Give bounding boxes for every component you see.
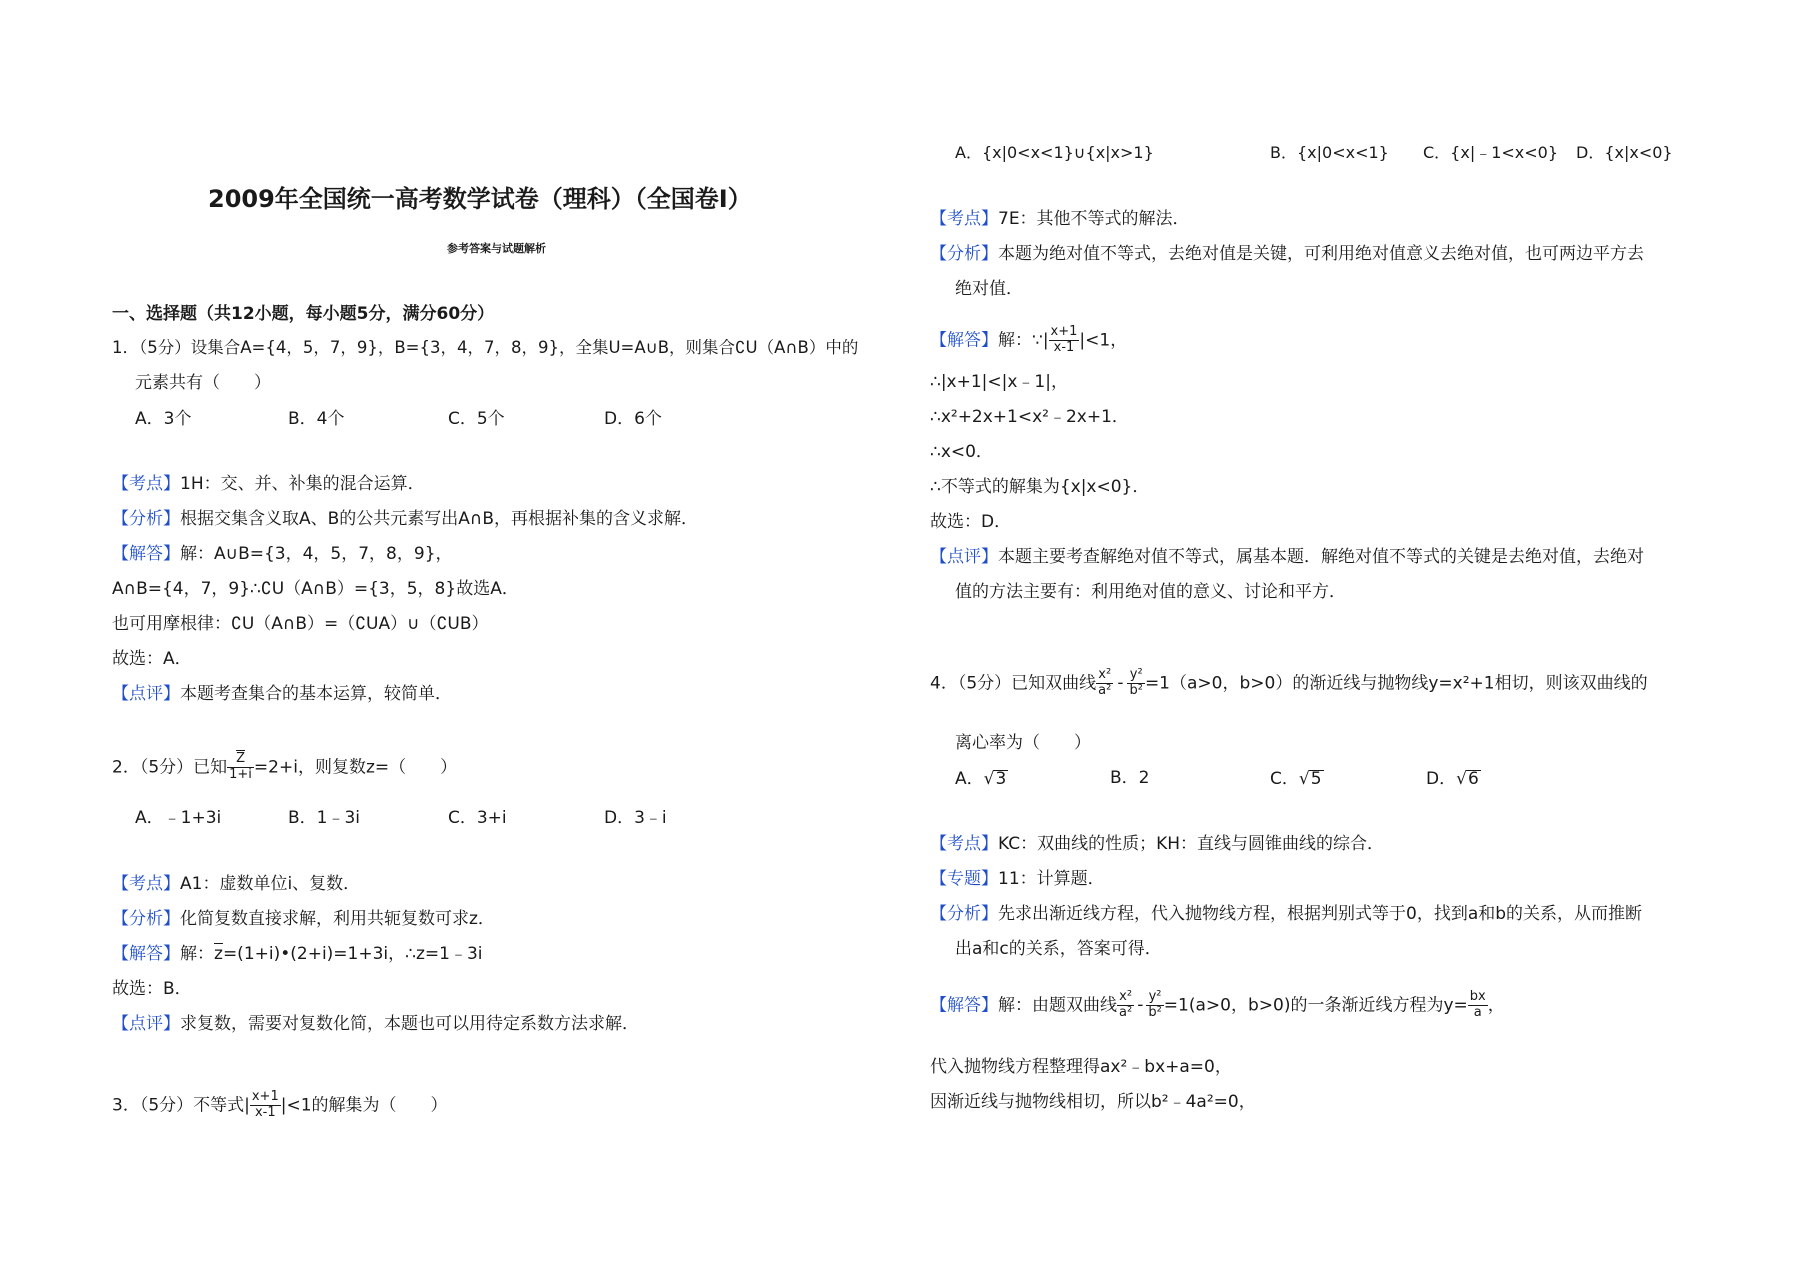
q3-jieda-tail: |<1， <box>1079 330 1128 351</box>
q4-line-a: 代入抛物线方程整理得ax²﹣bx+a=0， <box>930 1057 1232 1077</box>
q2-jieda <box>112 946 483 963</box>
q1-jieda-line3: 也可用摩根律：∁U（A∩B）=（∁UA）∪（∁UB） <box>112 614 489 634</box>
jieda-tag: 【解答】 <box>112 944 180 964</box>
q3-step1: ∴|x+1|<|x﹣1|， <box>930 372 1068 392</box>
q3-stem <box>112 1090 448 1121</box>
q4-frac-x-num: x² <box>1096 668 1113 684</box>
q4-fenxi-text1: 先求出渐近线方程，代入抛物线方程，根据判别式等于0，找到a和b的关系，从而推断 <box>998 904 1643 924</box>
q3-jieda-frac-den: x-1 <box>1053 339 1075 355</box>
q1-kaodian-text: 1H：交、并、补集的混合运算． <box>180 474 425 494</box>
fenxi-tag: 【分析】 <box>112 509 180 529</box>
q4-option-d-label: D． <box>1426 769 1457 789</box>
q2-option-b: B．1﹣3i <box>288 808 361 828</box>
q4-stem-lead: 4．（5分）已知双曲线 <box>930 673 1097 694</box>
q1-jieda <box>112 546 453 563</box>
q4-jieda-frac-y-den: b² <box>1148 1004 1162 1020</box>
q4-fraction-x <box>1096 668 1113 699</box>
q1-jieda-text: 解：A∪B={3，4，5，7，8，9}， <box>180 544 453 564</box>
q2-stem-tail: =2+i，则复数z=（ ） <box>253 757 458 778</box>
q2-stem-lead: 2．（5分）已知 <box>112 757 228 778</box>
q4-jieda-frac-y-num: y² <box>1146 990 1163 1006</box>
q3-kaodian-text: 7E：其他不等式的解法． <box>998 209 1190 229</box>
zhuanti-tag: 【专题】 <box>930 869 998 889</box>
q4-fenxi-line2: 出a和c的关系，答案可得． <box>955 939 1162 959</box>
q4-jieda-frac-x-num: x² <box>1117 990 1134 1006</box>
q1-stem-line2: 元素共有（ ） <box>135 373 271 393</box>
q4-line-b: 因渐近线与抛物线相切，所以b²﹣4a²=0， <box>930 1092 1256 1112</box>
q4-zhuanti <box>930 871 1105 888</box>
q2-dianping-text: 求复数，需要对复数化简，本题也可以用待定系数方法求解． <box>180 1014 639 1034</box>
jieda-tag: 【解答】 <box>930 330 998 351</box>
q1-option-c: C．5个 <box>448 409 505 429</box>
q1-kaodian <box>112 476 425 493</box>
q4-jieda-end: ， <box>1487 995 1505 1016</box>
q1-option-b: B．4个 <box>288 409 345 429</box>
q3-step2: ∴x²+2x+1<x²﹣2x+1． <box>930 407 1129 427</box>
q4-stem-line2: 离心率为（ ） <box>955 733 1091 753</box>
q2-dianping <box>112 1016 639 1033</box>
sqrt-icon: √ <box>1456 769 1467 789</box>
q4-jieda-mid: =1(a>0，b>0)的一条渐近线方程为y= <box>1163 995 1468 1016</box>
q4-kaodian <box>930 836 1384 853</box>
q3-stem-tail: |<1的解集为（ ） <box>280 1095 448 1116</box>
q1-dianping-text: 本题考查集合的基本运算，较简单． <box>180 684 452 704</box>
page-subtitle: 参考答案与试题解析 <box>447 242 546 255</box>
q1-dianping <box>112 686 452 703</box>
q2-guxuan: 故选：B． <box>112 979 192 999</box>
q1-jieda-line4: 故选：A． <box>112 649 192 669</box>
q4-option-a-radicand: 3 <box>995 769 1007 789</box>
q3-jieda-lead: 解：∵| <box>998 330 1049 351</box>
q4-stem-tail: =1（a>0，b>0）的渐近线与抛物线y=x²+1相切，则该双曲线的 <box>1144 673 1648 694</box>
q1-option-a: A．3个 <box>135 409 192 429</box>
q2-frac-num: $\overline{Z}$ <box>227 752 254 768</box>
q4-jieda-frac-bx-num: bx <box>1469 989 1486 1004</box>
q4-jieda-frac-y <box>1146 990 1163 1021</box>
q2-option-c: C．3+i <box>448 808 507 828</box>
q4-fraction-y <box>1127 668 1144 699</box>
q4-jieda <box>930 990 1505 1021</box>
q3-jieda-frac-num: x+1 <box>1050 324 1078 339</box>
q2-fenxi-text: 化简复数直接求解，利用共轭复数可求z． <box>180 909 495 929</box>
q4-option-c-label: C． <box>1270 769 1299 789</box>
q3-option-b: B．{x|0<x<1} <box>1270 143 1389 162</box>
q4-jieda-minus: - <box>1137 995 1144 1016</box>
q1-option-d: D．6个 <box>604 409 662 429</box>
q2-fenxi <box>112 911 495 928</box>
q1-jieda-line2: A∩B={4，7，9}∴∁U（A∩B）={3，5，8}故选A． <box>112 579 519 599</box>
q4-option-d-radicand: 6 <box>1467 769 1479 789</box>
q3-option-a: A．{x|0<x<1}∪{x|x>1} <box>955 143 1154 162</box>
q2-stem <box>112 752 457 783</box>
kaodian-tag: 【考点】 <box>930 834 998 854</box>
q4-frac-y-num: y² <box>1127 668 1144 684</box>
q3-frac-den: x-1 <box>254 1104 276 1120</box>
q3-jieda-fraction <box>1049 325 1080 356</box>
jieda-tag: 【解答】 <box>112 544 180 564</box>
q4-kaodian-text: KC：双曲线的性质；KH：直线与圆锥曲线的综合． <box>998 834 1385 854</box>
q3-option-c: C．{x|﹣1<x<0} <box>1423 143 1559 162</box>
fenxi-tag: 【分析】 <box>930 244 998 264</box>
q1-fenxi <box>112 511 698 528</box>
q4-option-b: B．2 <box>1110 768 1150 788</box>
q2-option-a: A．﹣1+3i <box>135 808 222 828</box>
kaodian-tag: 【考点】 <box>112 874 180 894</box>
q3-step4: ∴不等式的解集为{x|x<0}． <box>930 477 1150 497</box>
q3-step3: ∴x<0． <box>930 442 993 462</box>
dianping-tag: 【点评】 <box>112 1014 180 1034</box>
q3-fenxi-text1: 本题为绝对值不等式，去绝对值是关键，可利用绝对值意义去绝对值，也可两边平方去 <box>998 244 1644 264</box>
q4-stem <box>930 668 1648 699</box>
q4-jieda-frac-x <box>1117 990 1134 1021</box>
q4-fenxi <box>930 906 1642 923</box>
q3-stem-lead: 3．（5分）不等式| <box>112 1095 250 1116</box>
q4-jieda-frac-bx-den: a <box>1473 1004 1482 1020</box>
q3-dianping-text1: 本题主要考查解绝对值不等式，属基本题．解绝对值不等式的关键是去绝对值，去绝对 <box>998 547 1644 567</box>
q2-kaodian <box>112 876 360 893</box>
kaodian-tag: 【考点】 <box>112 474 180 494</box>
q3-jieda <box>930 325 1127 356</box>
q2-frac-den: 1+i <box>229 766 252 782</box>
q3-frac-num: x+1 <box>251 1089 279 1104</box>
q3-fraction <box>250 1090 281 1121</box>
q2-jieda-lead: 解： <box>180 944 214 964</box>
q4-frac-y-den: b² <box>1129 682 1143 698</box>
q4-option-c <box>1270 770 1324 788</box>
kaodian-tag: 【考点】 <box>930 209 998 229</box>
section-heading: 一、选择题（共12小题，每小题5分，满分60分） <box>112 304 495 324</box>
q3-option-d: D．{x|x<0} <box>1576 143 1673 162</box>
q1-fenxi-text: 根据交集含义取A、B的公共元素写出A∩B，再根据补集的含义求解． <box>180 509 699 529</box>
q4-jieda-frac-bx <box>1468 990 1488 1021</box>
q4-option-c-radicand: 5 <box>1310 769 1322 789</box>
q1-stem-line1: 1．（5分）设集合A={4，5，7，9}，B={3，4，7，8，9}，全集U=A∪B，则集合∁U（A∩B）中的 <box>112 338 859 357</box>
q4-option-a-label: A． <box>955 769 984 789</box>
q3-fenxi-line2: 绝对值． <box>955 279 1023 299</box>
fenxi-tag: 【分析】 <box>112 909 180 929</box>
q4-option-d <box>1426 770 1481 788</box>
q2-option-d: D．3﹣i <box>604 808 667 828</box>
q2-fraction <box>227 752 254 783</box>
q3-dianping-line2: 值的方法主要有：利用绝对值的意义、讨论和平方． <box>955 582 1346 602</box>
q4-jieda-lead: 解：由题双曲线 <box>998 995 1117 1016</box>
q4-zhuanti-text: 11：计算题． <box>998 869 1105 889</box>
q4-frac-x-den: a² <box>1098 682 1112 698</box>
jieda-tag: 【解答】 <box>930 995 998 1016</box>
sqrt-icon: √ <box>1298 769 1310 789</box>
q4-jieda-frac-x-den: a² <box>1119 1004 1133 1020</box>
q2-jieda-rest: =(1+i)•(2+i)=1+3i，∴z=1﹣3i <box>222 944 483 964</box>
q3-fenxi <box>930 246 1644 263</box>
dianping-tag: 【点评】 <box>930 547 998 567</box>
page-title: 2009年全国统一高考数学试卷（理科）（全国卷I） <box>208 185 752 213</box>
q3-kaodian <box>930 211 1190 228</box>
fenxi-tag: 【分析】 <box>930 904 998 924</box>
q4-option-a <box>955 770 1008 788</box>
dianping-tag: 【点评】 <box>112 684 180 704</box>
sqrt-icon: √ <box>983 769 995 789</box>
q3-guxuan: 故选：D． <box>930 512 1012 532</box>
q2-kaodian-text: A1：虚数单位i、复数． <box>180 874 361 894</box>
q4-minus: - <box>1117 673 1124 694</box>
q3-dianping <box>930 549 1644 566</box>
q2-jieda-zbar: $\overline{z}$ <box>214 944 223 964</box>
